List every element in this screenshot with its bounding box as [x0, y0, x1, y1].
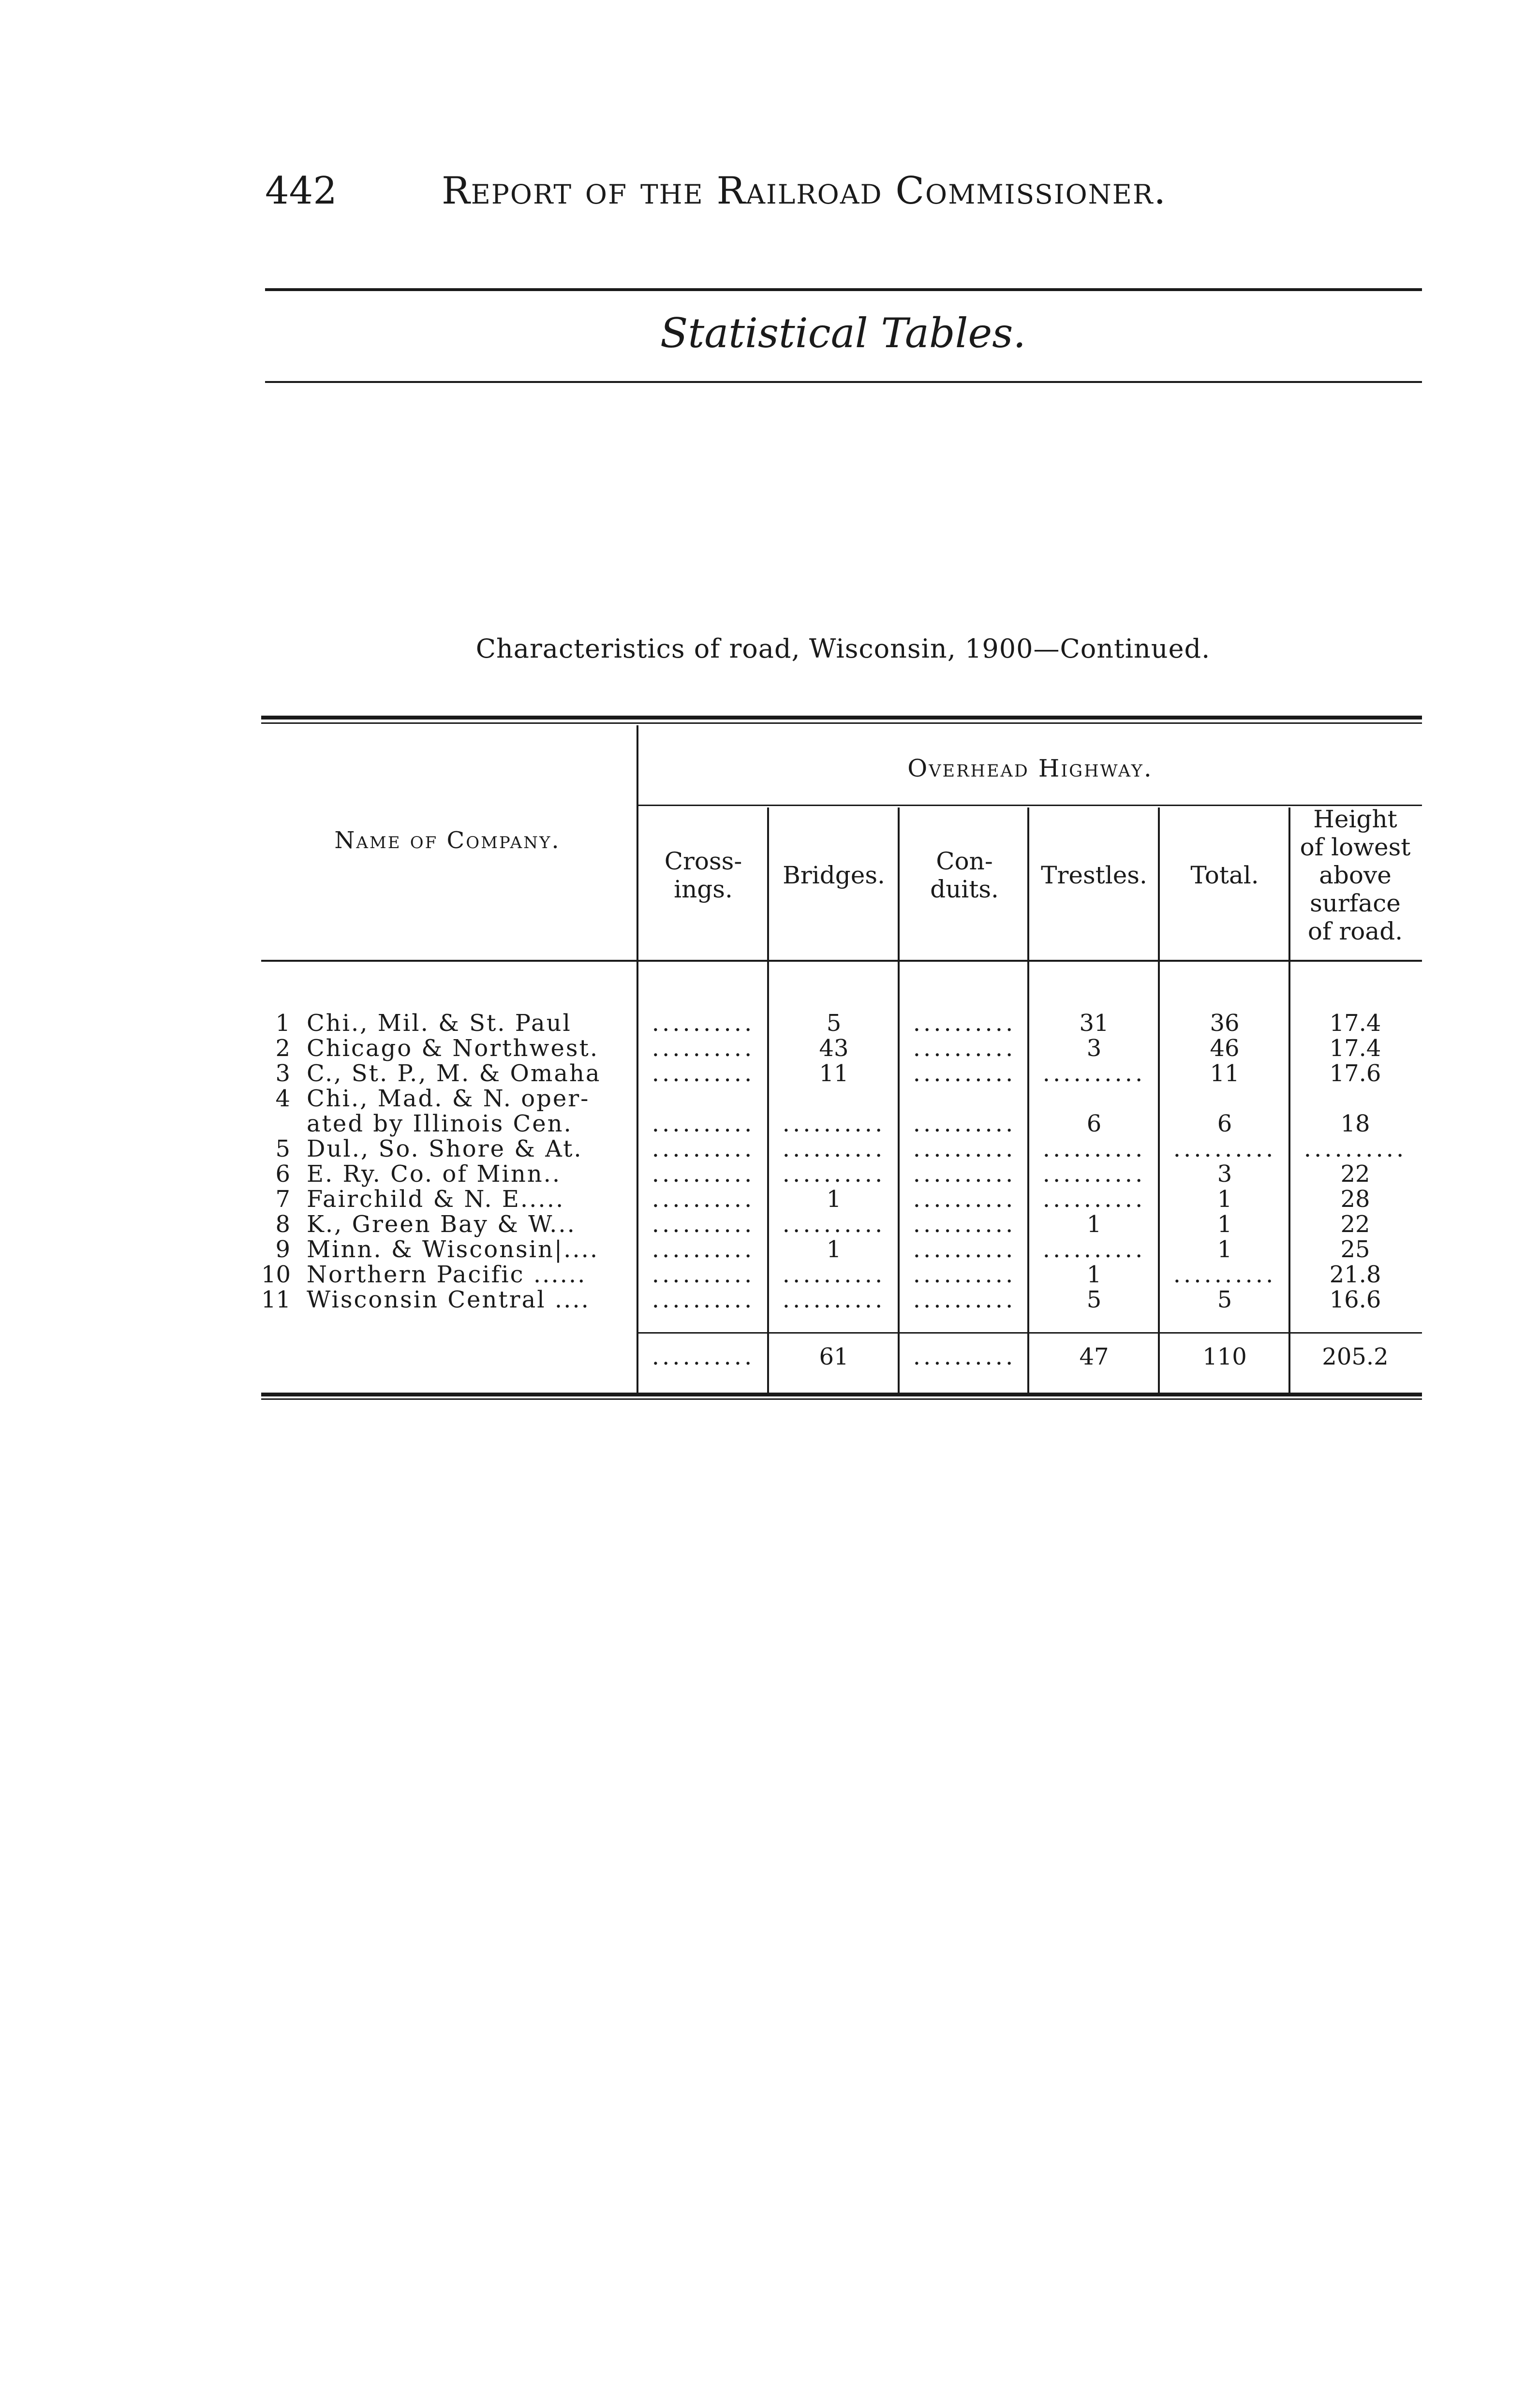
header-rule-top — [265, 288, 1422, 291]
cell-conduits: .......... — [913, 1060, 1016, 1087]
cell-bridges: 5 — [826, 1010, 842, 1037]
column-header-bridges: Bridges. — [783, 861, 885, 889]
row-number: 9 — [275, 1236, 290, 1263]
cell-conduits: .......... — [913, 1186, 1016, 1213]
cell-bridges: .......... — [782, 1211, 886, 1238]
row-number: 2 — [275, 1035, 290, 1062]
cell-height-lowest: 17.4 — [1329, 1010, 1381, 1037]
page-header — [265, 164, 1426, 222]
row-number: 3 — [275, 1060, 290, 1087]
row-number: 4 — [275, 1085, 290, 1112]
table-bottom-rule-thin — [261, 1398, 1422, 1400]
cell-trestles: 6 — [1086, 1110, 1102, 1137]
cell-conduits: .......... — [913, 1135, 1016, 1162]
row-number: 8 — [275, 1211, 290, 1238]
table-row — [261, 1262, 1422, 1287]
table-row — [261, 1187, 1422, 1212]
cell-conduits: .......... — [913, 1160, 1016, 1188]
column-header-crossings: Cross- ings. — [664, 847, 742, 903]
cell-conduits: .......... — [913, 1236, 1016, 1263]
cell-bridges: 43 — [819, 1035, 849, 1062]
cell-bridges: .......... — [782, 1135, 886, 1162]
cell-conduits: .......... — [913, 1211, 1016, 1238]
cell-crossings: .......... — [652, 1060, 755, 1087]
total-bridges: 61 — [819, 1343, 849, 1370]
cell-trestles: 1 — [1086, 1211, 1102, 1238]
company-name: Wisconsin Central .... — [307, 1286, 590, 1313]
overhead-highway-header: Overhead Highway. — [907, 754, 1153, 782]
cell-trestles: .......... — [1042, 1060, 1146, 1087]
cell-bridges: .......... — [782, 1160, 886, 1188]
cell-height-lowest: 28 — [1340, 1186, 1370, 1213]
company-name: Chicago & Northwest. — [307, 1035, 599, 1062]
table-row — [261, 1011, 1422, 1036]
cell-height-lowest: 17.6 — [1329, 1060, 1381, 1087]
cell-crossings: .......... — [652, 1261, 755, 1288]
table-row — [261, 1061, 1422, 1086]
header-bottom-rule — [261, 960, 1422, 962]
company-name: Fairchild & N. E..... — [307, 1186, 565, 1213]
cell-total: 46 — [1210, 1035, 1240, 1062]
cell-total: 6 — [1217, 1110, 1232, 1137]
cell-crossings: .......... — [652, 1186, 755, 1213]
totals-rule — [638, 1332, 1422, 1334]
cell-total: 5 — [1217, 1286, 1232, 1313]
row-number: 7 — [275, 1186, 290, 1213]
cell-conduits: .......... — [913, 1110, 1016, 1137]
table-row — [261, 1086, 1422, 1111]
table-row — [261, 1161, 1422, 1187]
cell-height-lowest: 16.6 — [1329, 1286, 1381, 1313]
company-name: C., St. P., M. & Omaha — [307, 1060, 601, 1087]
column-header-height-lowest: Height of lowest above surface of road. — [1300, 805, 1411, 945]
cell-bridges: .......... — [782, 1261, 886, 1288]
cell-height-lowest: 22 — [1340, 1211, 1370, 1238]
cell-height-lowest: 21.8 — [1329, 1261, 1381, 1288]
cell-trestles: 31 — [1079, 1010, 1109, 1037]
page-number: 442 — [265, 169, 337, 213]
cell-bridges: 11 — [819, 1060, 849, 1087]
table-top-rule — [261, 716, 1422, 719]
name-of-company-header: Name of Company. — [334, 827, 561, 854]
cell-bridges: .......... — [782, 1110, 886, 1137]
column-divider — [1027, 808, 1029, 1393]
table-row — [261, 1136, 1422, 1161]
column-divider — [1288, 808, 1290, 1393]
cell-crossings: .......... — [652, 1211, 755, 1238]
table-caption: Characteristics of road, Wisconsin, 1900—Continued. — [475, 633, 1211, 664]
row-number: 10 — [261, 1261, 291, 1288]
company-name: K., Green Bay & W... — [307, 1211, 576, 1238]
company-name: Dul., So. Shore & At. — [307, 1135, 583, 1162]
column-header-conduits: Con- duits. — [930, 847, 999, 903]
table-row — [261, 1212, 1422, 1237]
cell-trestles: 5 — [1086, 1286, 1102, 1313]
cell-trestles: .......... — [1042, 1135, 1146, 1162]
cell-conduits: .......... — [913, 1286, 1016, 1313]
row-number: 6 — [275, 1160, 290, 1188]
cell-total: 11 — [1210, 1060, 1240, 1087]
cell-trestles: .......... — [1042, 1186, 1146, 1213]
column-divider — [637, 725, 638, 1393]
cell-crossings: .......... — [652, 1286, 755, 1313]
column-header-trestles: Trestles. — [1041, 861, 1147, 889]
cell-trestles: .......... — [1042, 1160, 1146, 1188]
cell-conduits: .......... — [913, 1035, 1016, 1062]
cell-crossings: .......... — [652, 1160, 755, 1188]
table-top-rule-thin — [261, 722, 1422, 724]
running-title: Report of the Railroad Commissioner. — [442, 169, 1167, 213]
row-number: 1 — [275, 1010, 290, 1037]
cell-crossings: .......... — [652, 1110, 755, 1137]
total-conduits: .......... — [913, 1343, 1016, 1370]
column-divider — [898, 808, 900, 1393]
table-bottom-rule — [261, 1393, 1422, 1396]
section-title: Statistical Tables. — [660, 309, 1026, 357]
cell-total: 1 — [1217, 1211, 1232, 1238]
company-name: Minn. & Wisconsin|.... — [307, 1236, 599, 1263]
cell-trestles: .......... — [1042, 1236, 1146, 1263]
cell-total: 1 — [1217, 1236, 1232, 1263]
cell-trestles: 3 — [1086, 1035, 1102, 1062]
company-name: Northern Pacific ...... — [307, 1261, 587, 1288]
cell-total: 1 — [1217, 1186, 1232, 1213]
column-divider — [1158, 808, 1160, 1393]
table-row — [261, 1111, 1422, 1136]
cell-total: .......... — [1173, 1135, 1276, 1162]
total-trestles: 47 — [1079, 1343, 1109, 1370]
total-total: 110 — [1202, 1343, 1247, 1370]
row-number: 11 — [261, 1286, 291, 1313]
company-name: Chi., Mil. & St. Paul — [307, 1010, 572, 1037]
cell-crossings: .......... — [652, 1236, 755, 1263]
cell-conduits: .......... — [913, 1010, 1016, 1037]
column-header-total: Total. — [1190, 861, 1259, 889]
cell-bridges: .......... — [782, 1286, 886, 1313]
company-name: E. Ry. Co. of Minn.. — [307, 1160, 562, 1188]
header-rule-bottom — [265, 381, 1422, 383]
row-number: 5 — [275, 1135, 290, 1162]
cell-height-lowest: 22 — [1340, 1160, 1370, 1188]
cell-trestles: 1 — [1086, 1261, 1102, 1288]
cell-conduits: .......... — [913, 1261, 1016, 1288]
cell-height-lowest: 17.4 — [1329, 1035, 1381, 1062]
table-row — [261, 1237, 1422, 1262]
cell-total: 36 — [1210, 1010, 1240, 1037]
cell-height-lowest: 18 — [1340, 1110, 1370, 1137]
total-crossings: .......... — [652, 1343, 755, 1370]
cell-bridges: 1 — [826, 1186, 842, 1213]
table-row — [261, 1036, 1422, 1061]
totals-row — [261, 1344, 1422, 1369]
column-divider — [767, 808, 769, 1393]
total-height-lowest: 205.2 — [1322, 1343, 1389, 1370]
cell-height-lowest: .......... — [1303, 1135, 1407, 1162]
cell-bridges: 1 — [826, 1236, 842, 1263]
table-row — [261, 1287, 1422, 1312]
cell-crossings: .......... — [652, 1035, 755, 1062]
company-name: Chi., Mad. & N. oper- — [307, 1085, 590, 1112]
company-name: ated by Illinois Cen. — [307, 1110, 573, 1137]
cell-height-lowest: 25 — [1340, 1236, 1370, 1263]
cell-total: 3 — [1217, 1160, 1232, 1188]
cell-crossings: .......... — [652, 1135, 755, 1162]
cell-crossings: .......... — [652, 1010, 755, 1037]
cell-total: .......... — [1173, 1261, 1276, 1288]
